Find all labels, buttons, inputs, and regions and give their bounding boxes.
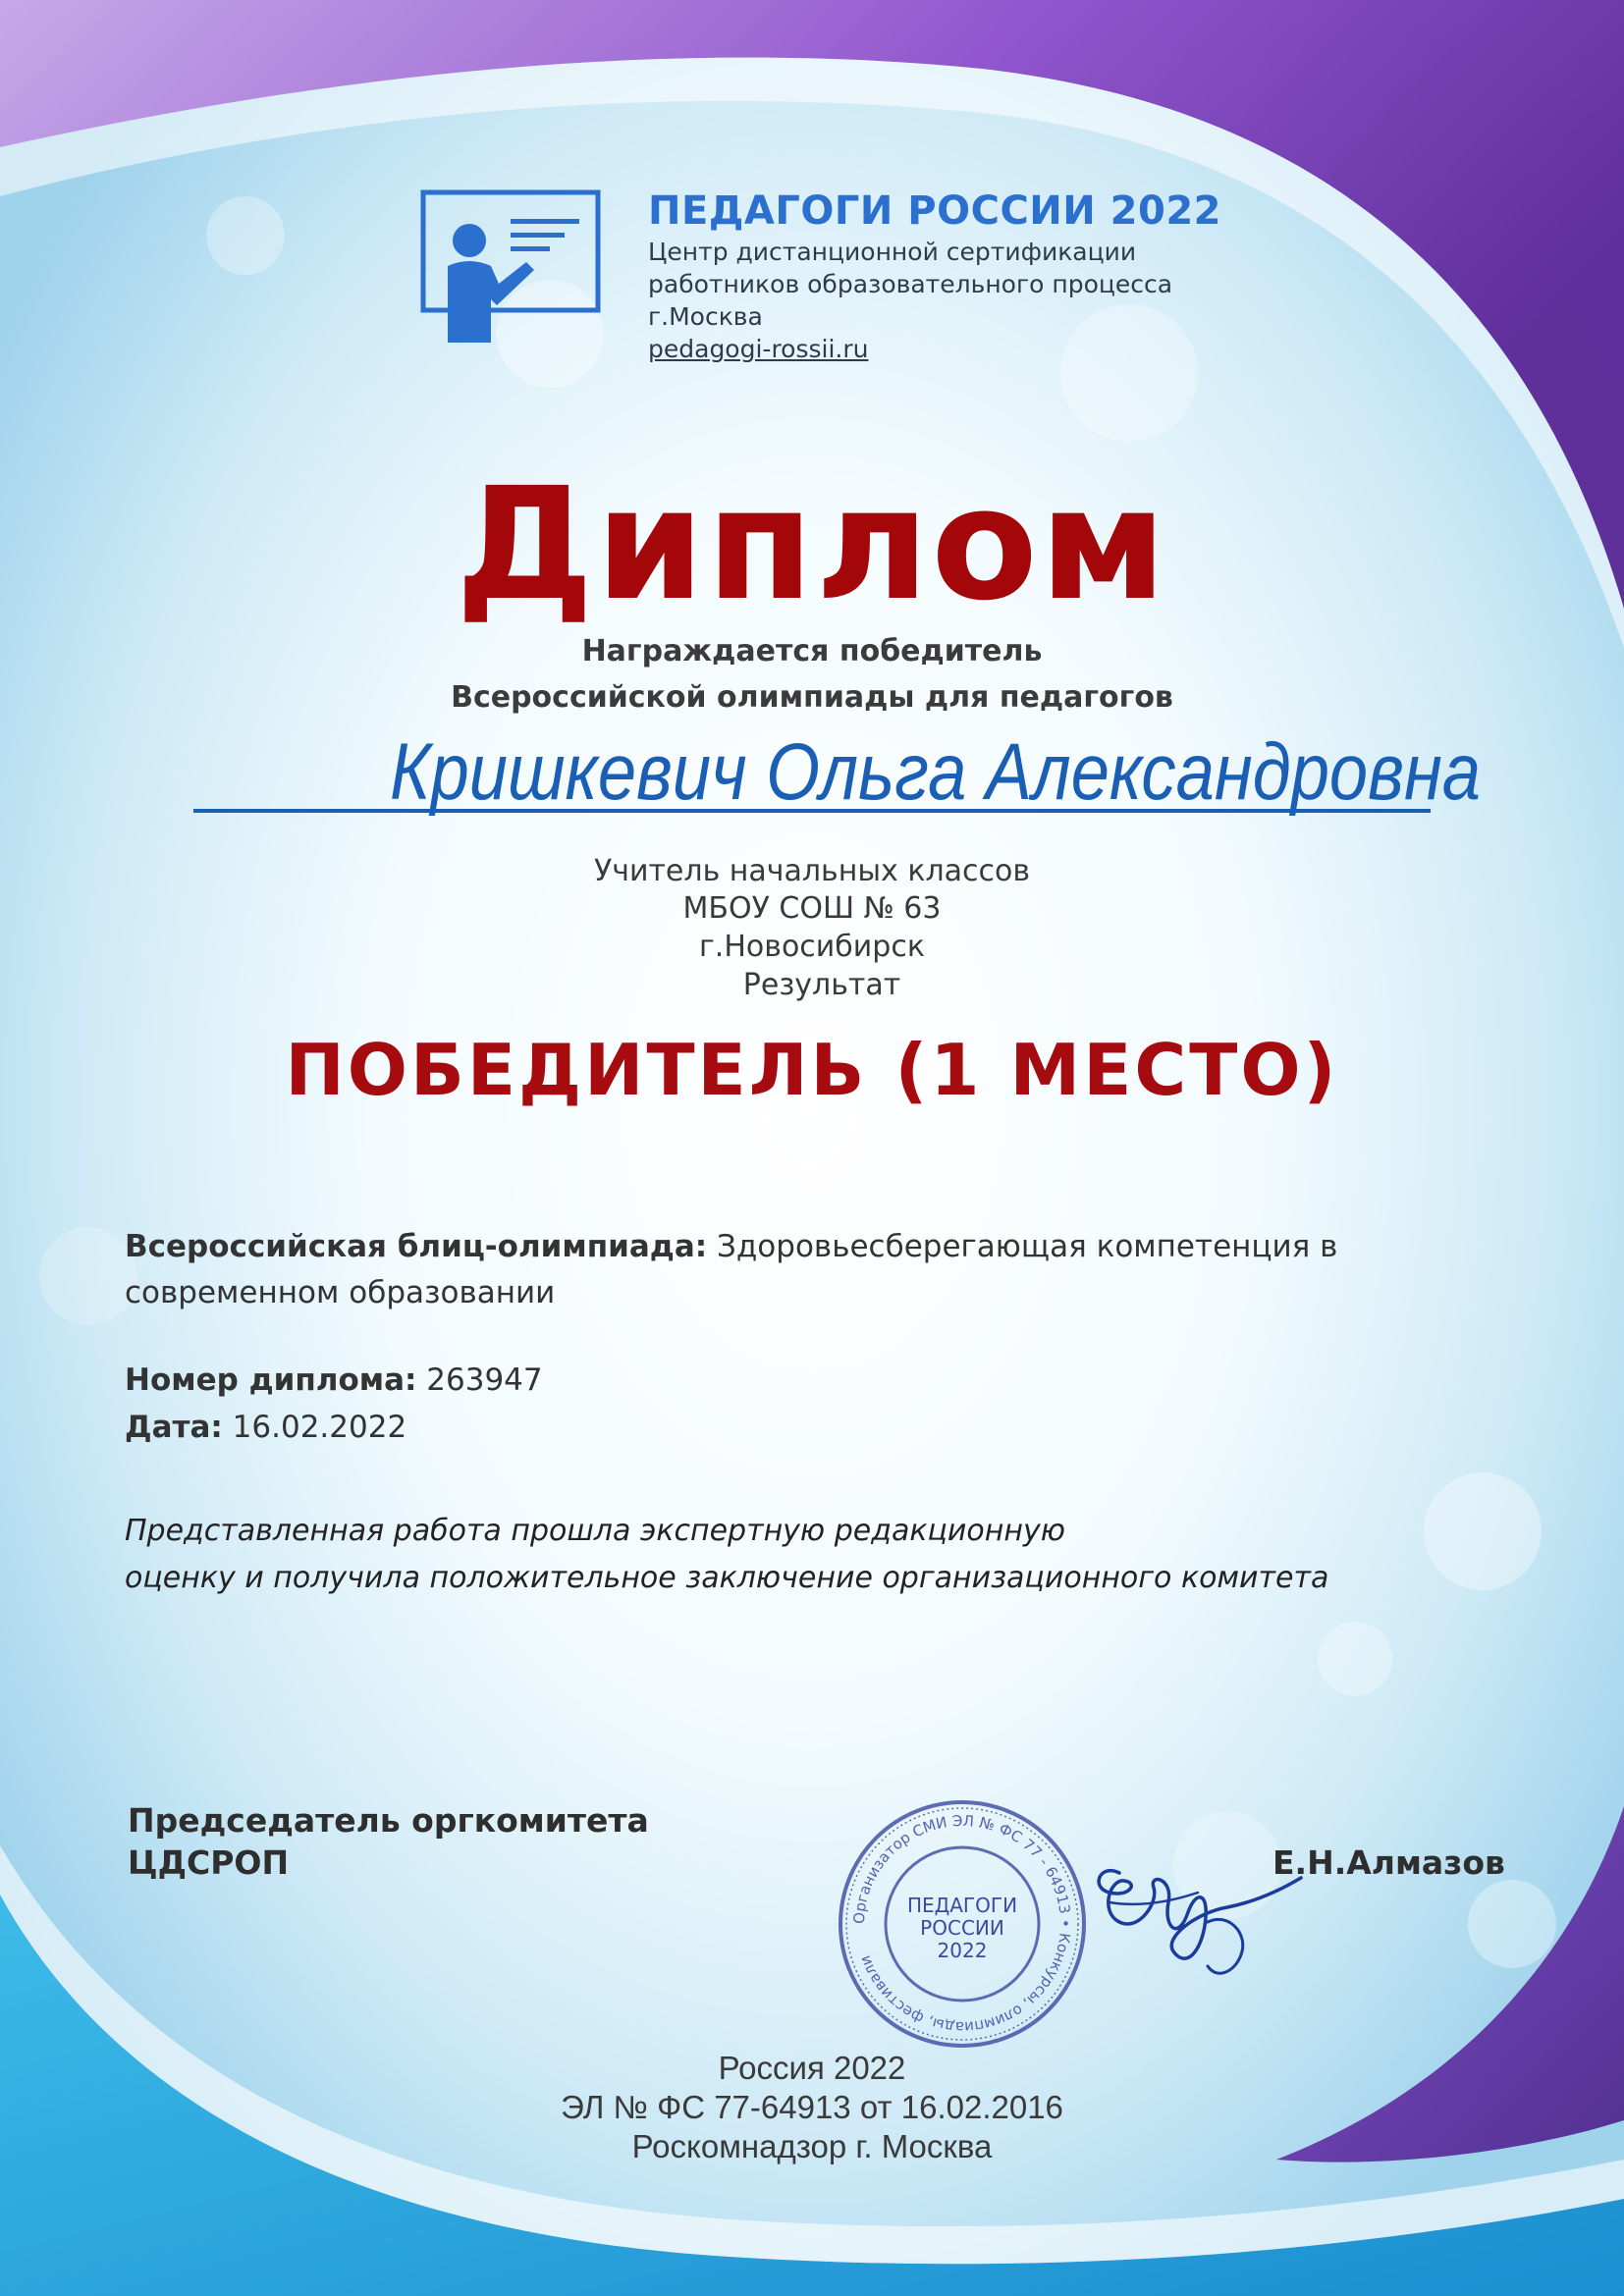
diploma-number-value: 263947 xyxy=(426,1362,543,1398)
olympiad-label: Всероссийская блиц-олимпиада: xyxy=(125,1229,708,1264)
chairman-title-line-2: ЦДСРОП xyxy=(128,1843,290,1882)
organization-website-link[interactable]: pedagogi-rossii.ru xyxy=(648,335,869,363)
diploma-number xyxy=(125,1358,1352,1404)
recipient-name-underline xyxy=(193,727,1481,817)
diploma-date xyxy=(125,1405,1352,1451)
expert-note-line-2: оценку и получила положительное заключение организационного комитета xyxy=(125,1561,1329,1595)
seal-center-line-1: ПЕДАГОГИ xyxy=(906,1894,1018,1917)
diploma-title: Диплом xyxy=(455,454,1168,635)
organization-city: г.Москва xyxy=(648,302,763,331)
footer-regulator: Роскомнадзор г. Москва xyxy=(631,2128,993,2164)
recipient-city: г.Новосибирск xyxy=(699,930,925,964)
diploma-number-label: Номер диплома: xyxy=(125,1362,417,1398)
chairman-title-line-1: Председатель оргкомитета xyxy=(128,1801,649,1840)
organization-title: ПЕДАГОГИ РОССИИ 2022 xyxy=(648,188,1222,234)
expert-note-line-1: Представленная работа прошла экспертную редакционную xyxy=(125,1514,1065,1548)
seal-center-line-3: 2022 xyxy=(937,1939,988,1962)
seal-center-line-2: РОССИИ xyxy=(920,1916,1004,1940)
recipient-school: МБОУ СОШ № 63 xyxy=(682,891,942,926)
olympiad-value: Здоровьесберегающая компетенция в современном образовании xyxy=(125,1229,1338,1310)
award-line-1: Награждается победитель xyxy=(581,634,1043,668)
organization-line-1: Центр дистанционной сертификации xyxy=(648,238,1137,266)
olympiad-info xyxy=(125,1224,1352,1316)
chairman-title xyxy=(128,1799,649,1884)
diploma-date-label: Дата: xyxy=(125,1410,223,1445)
recipient-name: Кришкевич Ольга Александровна xyxy=(390,727,1481,817)
seal-ring-text: Организатор СМИ ЭЛ № ФС 77 - 64913 • Конкурсы, олимпиады, фестивали xyxy=(849,1811,1075,2037)
result-label: Результат xyxy=(742,968,901,1002)
diploma-date-value: 16.02.2022 xyxy=(232,1410,407,1445)
organization-line-2: работников образовательного процесса xyxy=(648,270,1173,298)
footer-country-year: Россия 2022 xyxy=(718,2050,906,2086)
footer-registration: ЭЛ № ФС 77-64913 от 16.02.2016 xyxy=(561,2089,1063,2125)
signer-name: Е.Н.Алмазов xyxy=(1272,1843,1505,1882)
recipient-position: Учитель начальных классов xyxy=(593,854,1031,888)
organization-header xyxy=(648,187,1276,365)
award-line-2: Всероссийской олимпиады для педагогов xyxy=(451,680,1173,715)
teacher-presentation-icon xyxy=(420,189,602,347)
result-value: ПОБЕДИТЕЛЬ (1 МЕСТО) xyxy=(285,1029,1339,1111)
organization-seal xyxy=(835,1796,1090,2052)
